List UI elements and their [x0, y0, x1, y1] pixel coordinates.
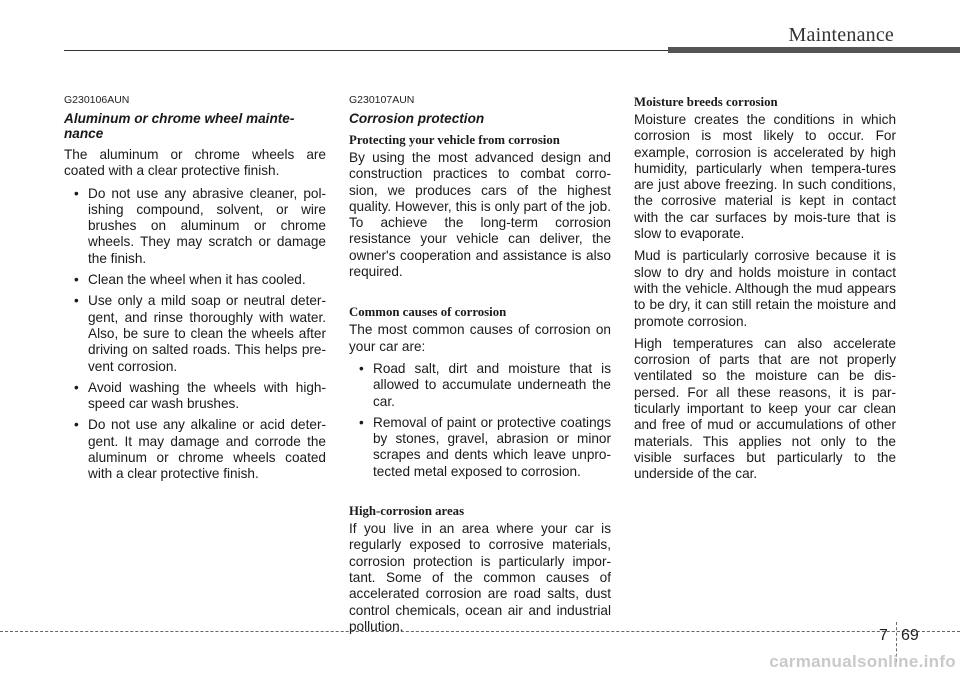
- page-number: 69: [901, 627, 919, 644]
- section-code: G230107AUN: [349, 94, 415, 106]
- bullet-icon: •: [359, 414, 364, 430]
- section-heading: Corrosion protection: [349, 111, 485, 126]
- subheading: High-corrosion areas: [349, 504, 465, 519]
- section-heading: Aluminum or chrome wheel mainte-nance: [64, 111, 295, 141]
- list-item: • Clean the wheel when it has cooled.: [74, 272, 306, 288]
- section-code: G230106AUN: [64, 94, 130, 106]
- section-title: Maintenance: [788, 24, 894, 46]
- subheading: Common causes of corrosion: [349, 305, 507, 320]
- list-item: • Removal of paint or protective coatings by stones, gravel, abrasion or minor scrapes and dents which leave unpro-tected metal exposed to corrosion.: [359, 414, 611, 479]
- paragraph: Moisture creates the conditions in which corrosion is most likely to occur. For example, corrosion is accelerated by high humidity, particularly when tempera-tures are just above freezing. In such conditions, the corrosive material is kept in contact with the car surfaces by mois-ture that is slow to evaporate.: [634, 112, 896, 242]
- bullet-icon: •: [74, 293, 79, 309]
- list-item: • Use only a mild soap or neutral deter-gent, and rinse thoroughly with water. Also, be sure to clean the wheels after driving on salted roads. This helps pre-vent corrosion.: [74, 293, 326, 374]
- paragraph: High temperatures can also accelerate corrosion of parts that are not properly ventilated so the moisture can be dis-persed. For all these reasons, it is par-ticularly important to keep your car clean and free of mud or accumulations of other materials. This applies not only to the visible surfaces but particularly to the underside of the car.: [634, 335, 896, 482]
- bullet-icon: •: [74, 272, 79, 288]
- bullet-icon: •: [74, 379, 79, 395]
- intro-paragraph: The aluminum or chrome wheels are coated with a clear protective finish.: [64, 147, 326, 179]
- subheading: Moisture breeds corrosion: [634, 95, 778, 109]
- column-corrosion-protection: [349, 94, 611, 641]
- header-rule: [64, 50, 668, 51]
- bullet-icon: •: [359, 360, 364, 376]
- footer-rule: [0, 631, 960, 632]
- list-item: • Do not use any alkaline or acid deter-gent. It may damage and corrode the aluminum or chrome wheels coated with a clear protective finish.: [74, 417, 326, 482]
- paragraph: The most common causes of corrosion on your car are:: [349, 322, 611, 354]
- list-item: • Avoid washing the wheels with high-speed car wash brushes.: [74, 379, 326, 412]
- bullet-list: [64, 186, 326, 483]
- bullet-icon: •: [74, 185, 79, 201]
- bullet-icon: •: [74, 417, 79, 433]
- paragraph: Mud is particularly corrosive because it is slow to dry and holds moisture in contact with the vehicle. Although the mud appears to be dry, it can still retain the moisture and promote corrosion.: [634, 248, 896, 329]
- paragraph: If you live in an area where your car is regularly exposed to corrosive materials, corrosion protection is particularly impor-tant. Some of the common causes of accelerated corrosion are road salts, dust control chemicals, ocean air and industrial pollution.: [349, 521, 611, 634]
- column-wheel-maintenance: [64, 94, 326, 488]
- column-moisture-corrosion: [634, 94, 896, 489]
- list-item: • Do not use any abrasive cleaner, pol-ishing compound, solvent, or wire brushes on aluminum or chrome wheels. They may scratch or damage the finish.: [74, 185, 326, 266]
- watermark: carmanualsonline.info: [769, 652, 956, 671]
- chapter-number: 7: [879, 627, 888, 644]
- subheading: Protecting your vehicle from corrosion: [349, 133, 560, 147]
- list-item: • Road salt, dirt and moisture that is allowed to accumulate underneath the car.: [359, 360, 611, 409]
- bullet-list: [349, 361, 611, 480]
- header-bar: [668, 47, 960, 53]
- paragraph: By using the most advanced design and construction practices to combat corro-sion, we produces cars of the highest quality. However, this is only part of the job. To achieve the long-term corrosion resistance your vehicle can deliver, the owner's cooperation and assistance is also required.: [349, 150, 611, 280]
